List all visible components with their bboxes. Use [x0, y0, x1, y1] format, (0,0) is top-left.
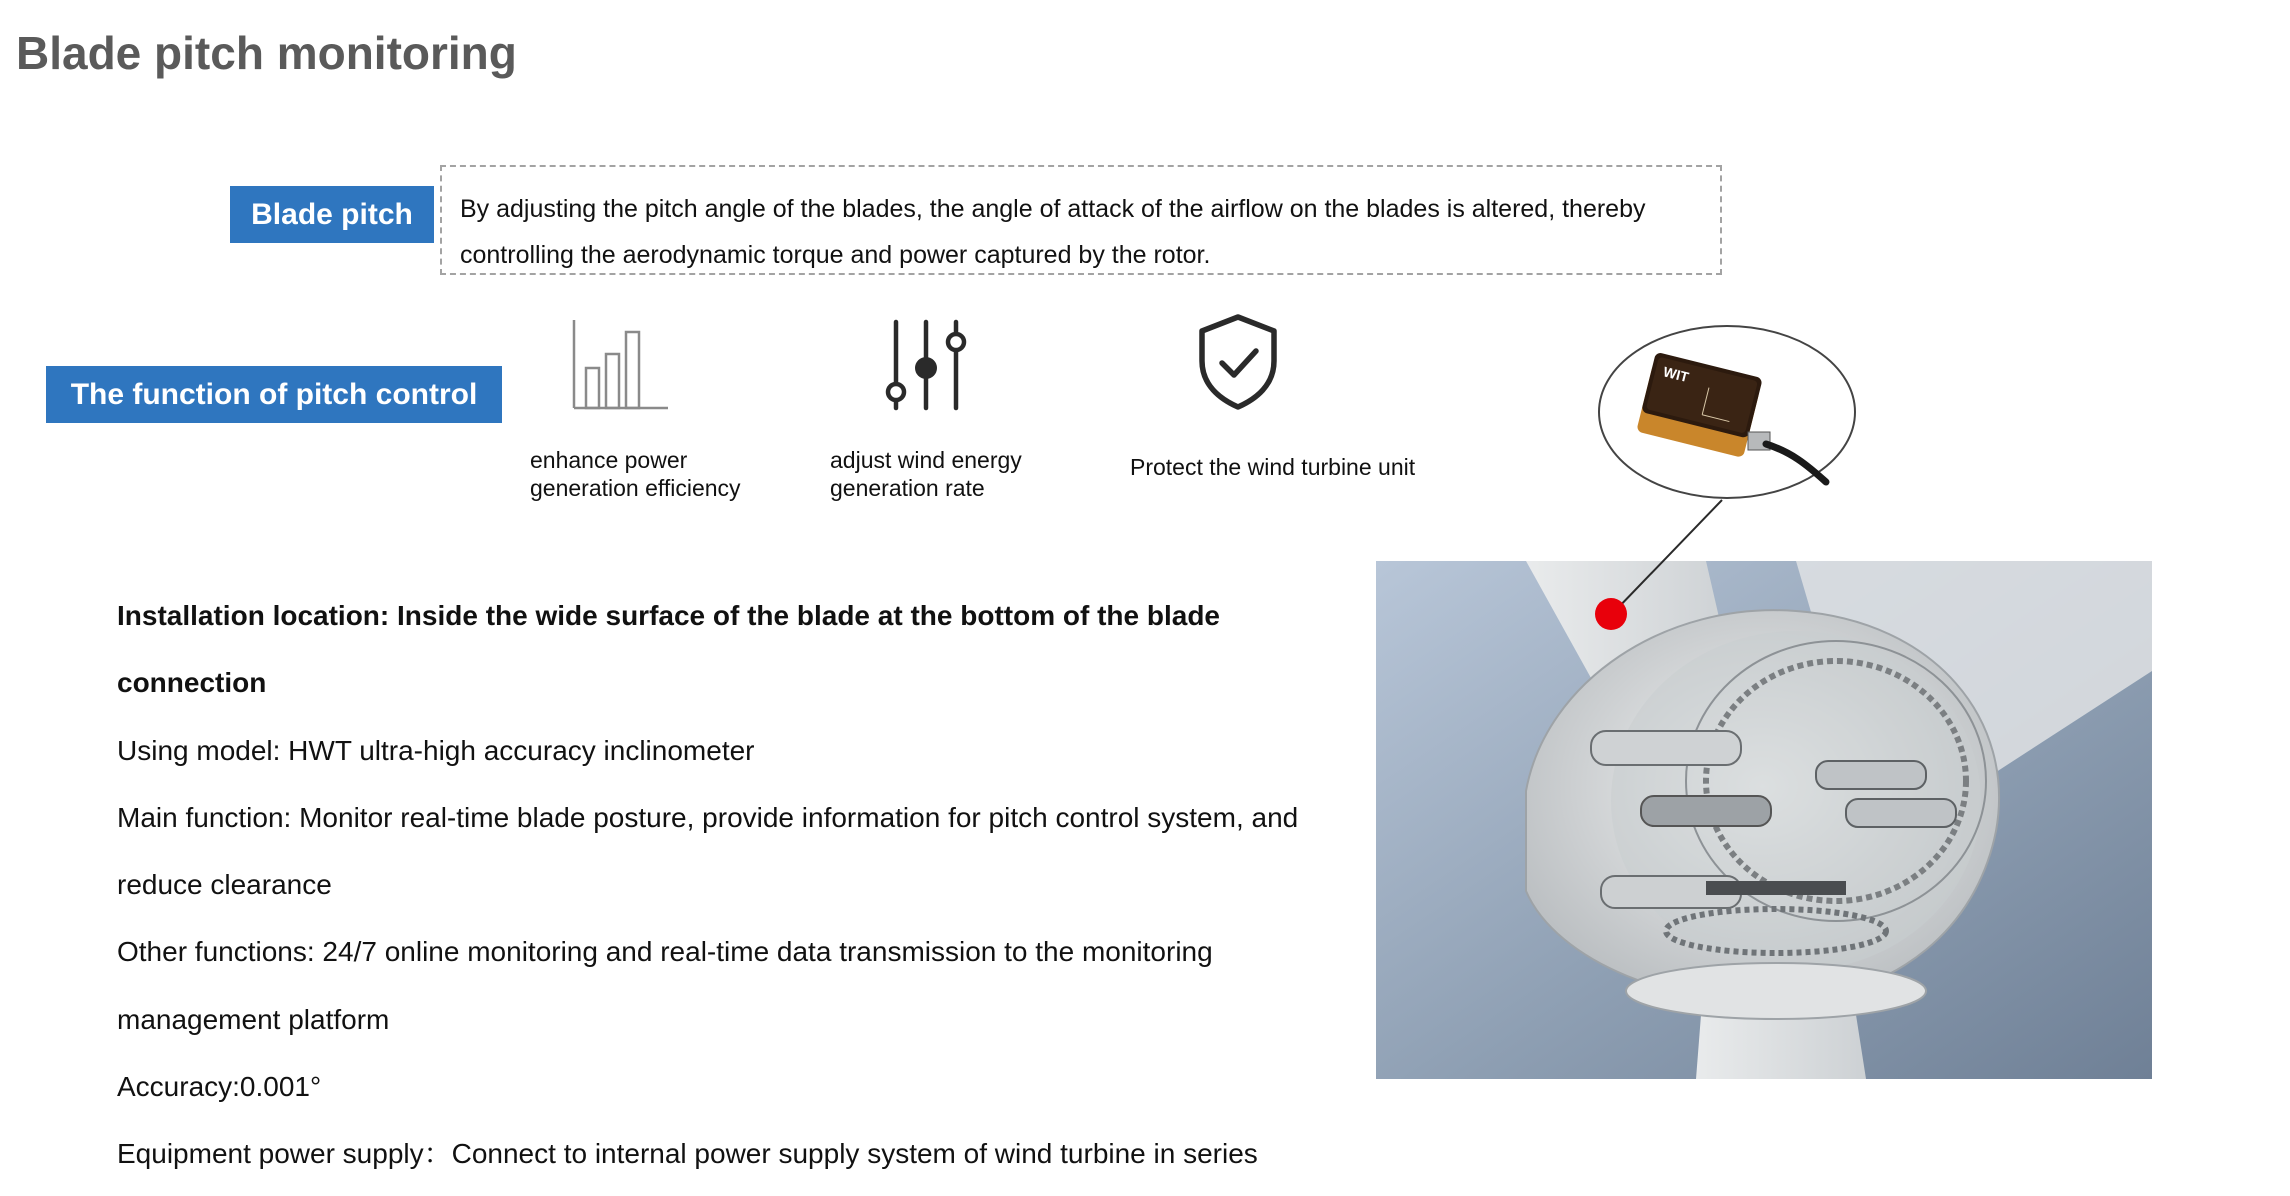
function-caption-protect: Protect the wind turbine unit — [1130, 454, 1416, 480]
blade-pitch-label: Blade pitch — [230, 186, 434, 243]
installation-model: Using model: HWT ultra-high accuracy inclinometer — [117, 734, 755, 766]
pitch-control-function-label: The function of pitch control — [46, 366, 502, 423]
shield-check-icon — [1196, 313, 1280, 411]
installation-accuracy: Accuracy:0.001° — [117, 1071, 322, 1103]
installation-power-supply: Equipment power supply：Connect to internal power supply system of wind turbine in series — [117, 1138, 1258, 1170]
sliders-icon — [878, 318, 978, 412]
function-caption-rate: adjust wind energy generation rate — [830, 447, 1022, 501]
turbine-hub-image — [1376, 561, 2152, 1079]
bar-chart-icon — [570, 318, 670, 410]
function-caption-efficiency: enhance power generation efficiency — [530, 447, 741, 501]
installation-other-functions: Other functions: 24/7 online monitoring and real-time data transmission to the monitoring management platform — [117, 936, 1213, 1035]
installation-main-function: Main function: Monitor real-time blade posture, provide information for pitch control system, and reduce clearance — [117, 801, 1299, 901]
product-brand-marking: WIT — [1661, 363, 1691, 386]
blade-pitch-definition: By adjusting the pitch angle of the blades, the angle of attack of the airflow on the blades is altered, thereby controlling the aerodynamic torque and power captured by the rotor. — [440, 165, 1722, 275]
inclinometer-product-image — [1596, 322, 1858, 502]
installation-details — [117, 582, 1337, 1188]
page-title: Blade pitch monitoring — [16, 27, 517, 79]
installation-location: Installation location: Inside the wide surface of the blade at the bottom of the blade connection — [117, 600, 1220, 699]
